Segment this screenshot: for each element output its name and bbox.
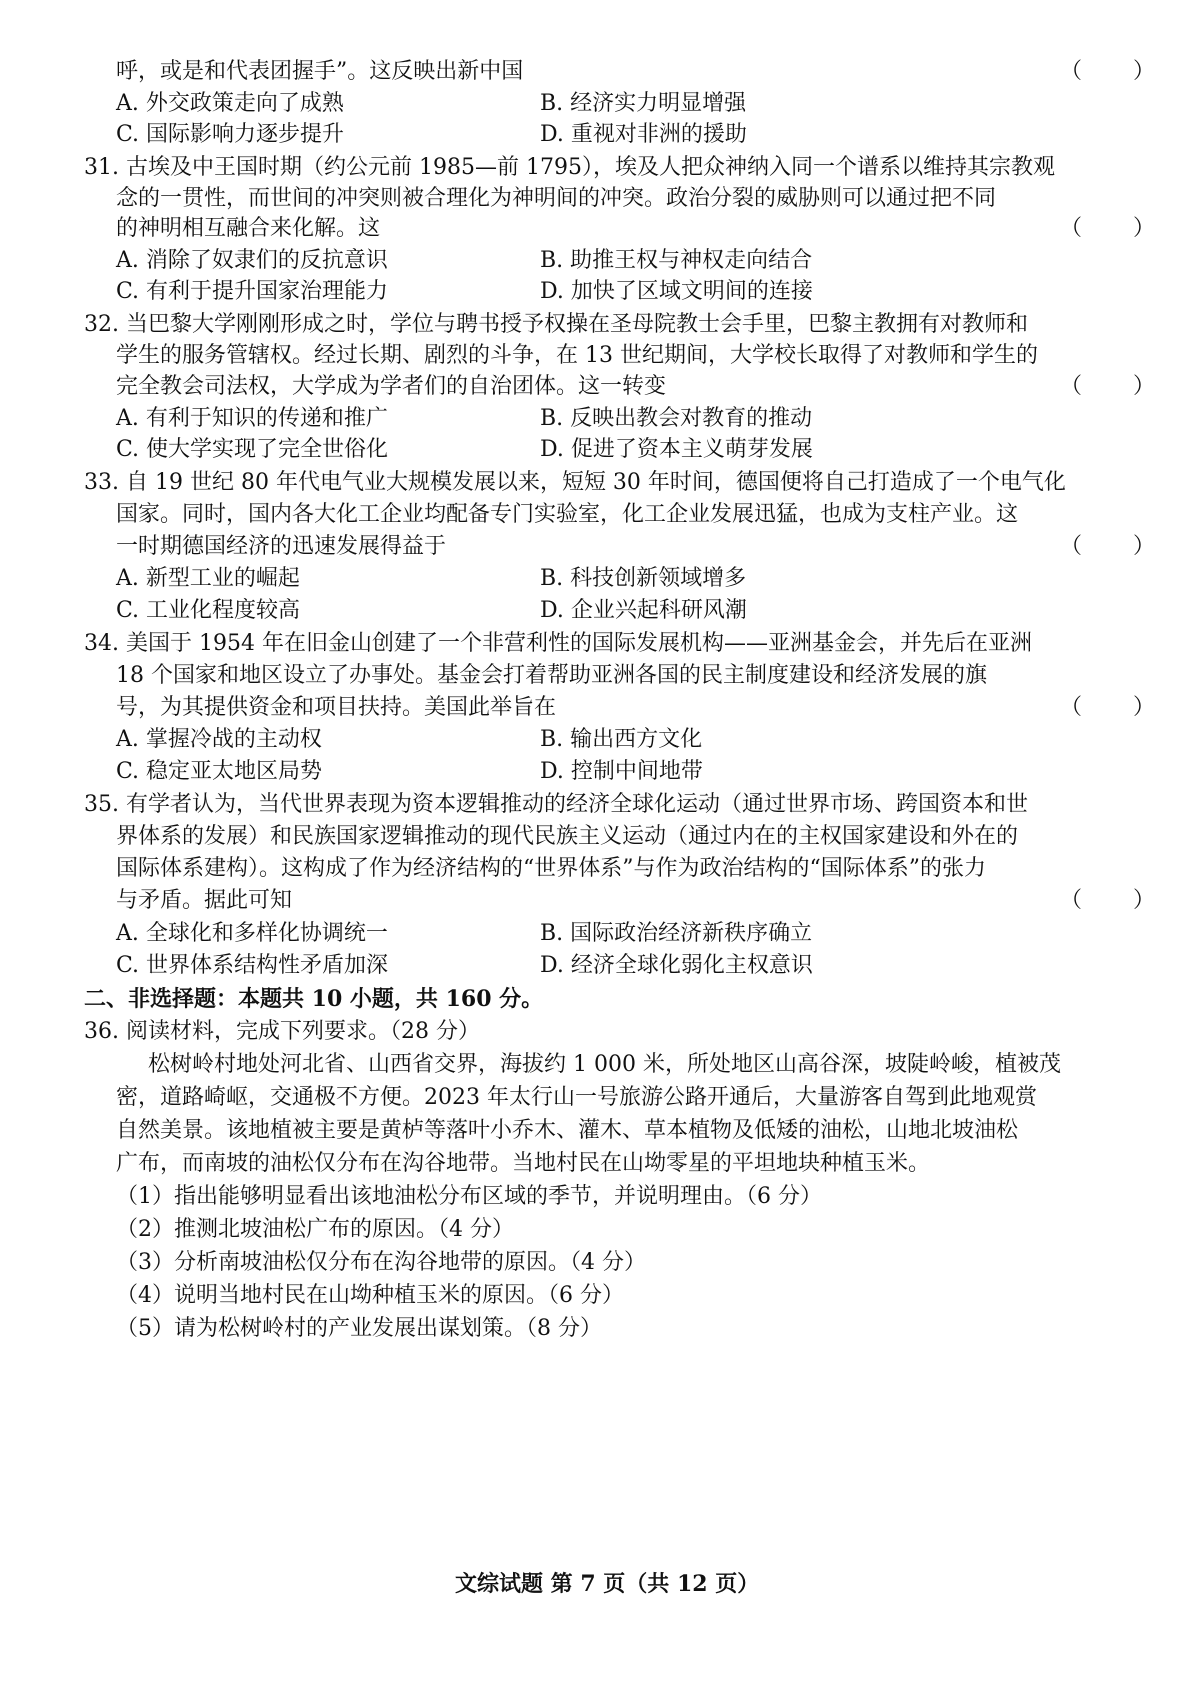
q33-stem-line: 国家。同时，国内各大化工企业均配备专门实验室，化工企业发展迅猛，也成为支柱产业。这 [116,502,1019,527]
q31-stem-line: 念的一贯性，而世间的冲突则被合理化为神明间的冲突。政治分裂的威胁则可以通过把不同 [116,186,997,211]
q30-options-row-2 [0,119,1200,151]
q36-subquestion-4: （4）说明当地村民在山坳种植玉米的原因。（6 分） [116,1283,624,1308]
q35-options-row-1 [0,918,1200,950]
q33-option-b: B. 科技创新领域增多 [540,566,747,591]
q35-stem-line: 国际体系建构）。这构成了作为经济结构的“世界体系”与作为政治结构的“国际体系”的张力 [116,856,986,881]
q30-stem-line: 呼，或是和代表团握手”。这反映出新中国 （ ） [0,56,1200,88]
q34-options-row-1 [0,724,1200,756]
q35-option-d: D. 经济全球化弱化主权意识 [540,953,813,978]
q34-options-row-2 [0,756,1200,788]
q34-stem-line: 34. 美国于 1954 年在旧金山创建了一个非营利性的国际发展机构——亚洲基金会，并先后在亚洲 [84,631,1032,656]
q33-options-row-1 [0,563,1200,595]
q30-option-a: A. 外交政策走向了成熟 [116,91,344,116]
q36-subquestion-2: （2）推测北坡油松广布的原因。（4 分） [116,1217,514,1242]
q30-option-b: B. 经济实力明显增强 [540,91,747,116]
q36-material-line: 松树岭村地处河北省、山西省交界，海拔约 1 000 米，所处地区山高谷深，坡陡岭峻，植被茂 [148,1052,1061,1077]
q30-option-d: D. 重视对非洲的援助 [540,122,747,147]
q34-option-d: D. 控制中间地带 [540,759,703,784]
answer-paren: （ ） [1060,59,1177,84]
q31-option-b: B. 助推王权与神权走向结合 [540,248,813,273]
q34-stem-line: 号，为其提供资金和项目扶持。美国此举旨在 （ ） [0,692,1200,724]
q36-material-line: 自然美景。该地植被主要是黄栌等落叶小乔木、灌木、草本植物及低矮的油松，山地北坡油松 [116,1118,1019,1143]
q31-options-row-2 [0,276,1200,308]
q33-option-c: C. 工业化程度较高 [116,598,301,623]
q34-stem-line: 18 个国家和地区设立了办事处。基金会打着帮助亚洲各国的民主制度建设和经济发展的旗 [116,663,987,688]
q33-option-a: A. 新型工业的崛起 [116,566,300,591]
q35-option-a: A. 全球化和多样化协调统一 [116,921,388,946]
q31-stem-line: 31. 古埃及中王国时期（约公元前 1985—前 1795），埃及人把众神纳入同一个谱系以维持其宗教观 [84,155,1055,180]
answer-paren: （ ） [1060,216,1177,241]
answer-paren: （ ） [1060,534,1177,559]
q36-subquestion-5: （5）请为松树岭村的产业发展出谋划策。（8 分） [116,1316,602,1341]
q32-option-d: D. 促进了资本主义萌芽发展 [540,437,813,462]
q33-option-d: D. 企业兴起科研风潮 [540,598,747,623]
q33-options-row-2 [0,595,1200,627]
q32-options-row-2 [0,434,1200,466]
q31-options-row-1 [0,245,1200,277]
q31-option-d: D. 加快了区域文明间的连接 [540,279,813,304]
q31-option-c: C. 有利于提升国家治理能力 [116,279,389,304]
q36-subquestion-3: （3）分析南坡油松仅分布在沟谷地带的原因。（4 分） [116,1250,646,1275]
q32-option-c: C. 使大学实现了完全世俗化 [116,437,389,462]
q36-material-line: 广布，而南坡的油松仅分布在沟谷地带。当地村民在山坳零星的平坦地块种植玉米。 [116,1151,931,1176]
q35-options-row-2 [0,950,1200,982]
q30-options-row-1 [0,88,1200,120]
q32-option-a: A. 有利于知识的传递和推广 [116,406,388,431]
q30-option-c: C. 国际影响力逐步提升 [116,122,345,147]
q35-stem-line: 35. 有学者认为，当代世界表现为资本逻辑推动的经济全球化运动（通过世界市场、跨国资本和世 [84,792,1028,817]
q32-stem-line: 学生的服务管辖权。经过长期、剧烈的斗争，在 13 世纪期间，大学校长取得了对教师和学生的 [116,343,1038,368]
q32-option-b: B. 反映出教会对教育的推动 [540,406,813,431]
q35-stem-line: 界体系的发展）和民族国家逻辑推动的现代民族主义运动（通过内在的主权国家建设和外在的 [116,824,1019,849]
q33-stem-line: 33. 自 19 世纪 80 年代电气业大规模发展以来，短短 30 年时间，德国便将自己打造成了一个电气化 [84,470,1066,495]
q35-option-b: B. 国际政治经济新秩序确立 [540,921,813,946]
q36-material-line: 密，道路崎岖，交通极不方便。2023 年太行山一号旅游公路开通后，大量游客自驾到此地观赏 [116,1085,1037,1110]
q36-intro: 36. 阅读材料，完成下列要求。（28 分） [84,1019,480,1044]
answer-paren: （ ） [1060,888,1177,913]
q34-option-a: A. 掌握冷战的主动权 [116,727,322,752]
q32-options-row-1 [0,403,1200,435]
answer-paren: （ ） [1060,695,1177,720]
answer-paren: （ ） [1060,374,1177,399]
q31-option-a: A. 消除了奴隶们的反抗意识 [116,248,388,273]
q31-stem-line: 的神明相互融合来化解。这 （ ） [0,213,1200,245]
q36-subquestion-1: （1）指出能够明显看出该地油松分布区域的季节，并说明理由。（6 分） [116,1184,822,1209]
q35-option-c: C. 世界体系结构性矛盾加深 [116,953,389,978]
section-heading: 二、非选择题：本题共 10 小题，共 160 分。 [84,986,544,1012]
q33-stem-line: 一时期德国经济的迅速发展得益于 （ ） [0,531,1200,563]
q34-option-b: B. 输出西方文化 [540,727,703,752]
page-footer: 文综试题 第 7 页（共 12 页） [455,1571,760,1597]
q35-stem-line: 与矛盾。据此可知 （ ） [0,885,1200,917]
q32-stem-line: 32. 当巴黎大学刚刚形成之时，学位与聘书授予权操在圣母院教士会手里，巴黎主教拥有对教师和 [84,312,1028,337]
q34-option-c: C. 稳定亚太地区局势 [116,759,323,784]
q32-stem-line: 完全教会司法权，大学成为学者们的自治团体。这一转变 （ ） [0,371,1200,403]
